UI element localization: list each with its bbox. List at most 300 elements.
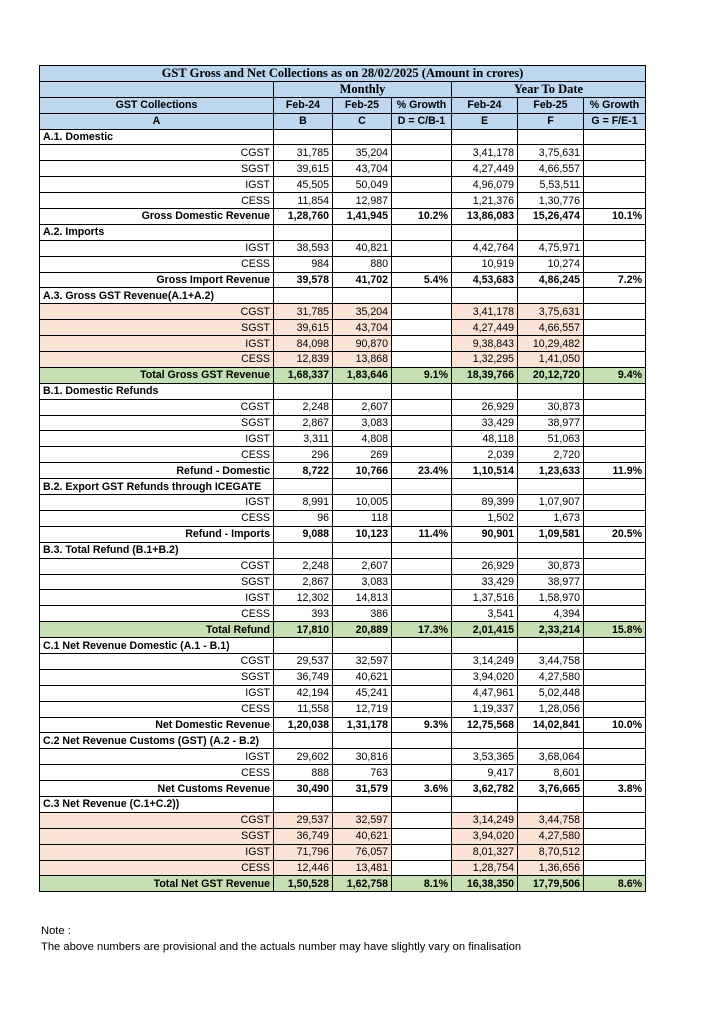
table-row — [40, 606, 646, 622]
section-header-empty-cell — [274, 733, 333, 749]
value-cell: 14,813 — [333, 590, 392, 606]
section-header-empty-cell — [274, 479, 333, 495]
value-cell: 296 — [274, 447, 333, 463]
section-header-empty-cell — [392, 796, 452, 812]
growth-cell — [584, 336, 646, 352]
col-letter-b: B — [274, 113, 333, 129]
row-label: SGST — [40, 161, 274, 177]
total-row — [40, 209, 646, 225]
value-cell: 1,20,038 — [274, 717, 333, 733]
table-row — [40, 558, 646, 574]
table-row — [40, 574, 646, 590]
section-header-empty-cell — [518, 479, 584, 495]
growth-cell — [392, 304, 452, 320]
growth-cell — [584, 812, 646, 828]
value-cell: 35,204 — [333, 304, 392, 320]
section-header-empty-cell — [584, 383, 646, 399]
row-label: SGST — [40, 574, 274, 590]
value-cell: 33,429 — [452, 415, 518, 431]
table-row — [40, 685, 646, 701]
col-header-monthly-feb24: Feb-24 — [274, 97, 333, 113]
value-cell: 4,47,961 — [452, 685, 518, 701]
row-label: CESS — [40, 193, 274, 209]
value-cell: 42,194 — [274, 685, 333, 701]
value-cell: 4,42,764 — [452, 240, 518, 256]
value-cell: 5,53,511 — [518, 177, 584, 193]
section-header-empty-cell — [274, 383, 333, 399]
value-cell: 90,870 — [333, 336, 392, 352]
row-label: CESS — [40, 606, 274, 622]
value-cell: 1,28,754 — [452, 860, 518, 876]
value-cell: 39,615 — [274, 161, 333, 177]
value-cell: 29,537 — [274, 653, 333, 669]
section-header-empty-cell — [333, 383, 392, 399]
value-cell: 89,399 — [452, 495, 518, 511]
table-row — [40, 590, 646, 606]
value-cell: 10,005 — [333, 495, 392, 511]
value-cell: 26,929 — [452, 399, 518, 415]
section-title: C.2 Net Revenue Customs (GST) (A.2 - B.2) — [40, 733, 274, 749]
value-cell: 4,75,971 — [518, 240, 584, 256]
total-row — [40, 463, 646, 479]
col-letter-g: G = F/E-1 — [584, 113, 646, 129]
growth-cell — [392, 352, 452, 368]
growth-cell — [392, 653, 452, 669]
row-label: CESS — [40, 860, 274, 876]
growth-cell: 8.1% — [392, 876, 452, 892]
growth-cell: 7.2% — [584, 272, 646, 288]
value-cell: 3,68,064 — [518, 749, 584, 765]
section-header-empty-cell — [584, 638, 646, 654]
value-cell: 30,873 — [518, 399, 584, 415]
value-cell: 1,21,376 — [452, 193, 518, 209]
value-cell: 2,01,415 — [452, 622, 518, 638]
section-header-empty-cell — [333, 796, 392, 812]
row-label: Net Customs Revenue — [40, 781, 274, 797]
value-cell: 4,27,580 — [518, 669, 584, 685]
section-header-empty-cell — [518, 638, 584, 654]
section-header-empty-cell — [333, 638, 392, 654]
section-title: C.1 Net Revenue Domestic (A.1 - B.1) — [40, 638, 274, 654]
section-header-row — [40, 638, 646, 654]
table-row — [40, 701, 646, 717]
section-header-empty-cell — [518, 129, 584, 145]
growth-cell: 8.6% — [584, 876, 646, 892]
value-cell: 386 — [333, 606, 392, 622]
growth-cell — [584, 749, 646, 765]
collections-header: GST Collections — [40, 97, 274, 113]
value-cell: 3,62,782 — [452, 781, 518, 797]
row-label: IGST — [40, 177, 274, 193]
row-label: Refund - Domestic — [40, 463, 274, 479]
row-label: Gross Import Revenue — [40, 272, 274, 288]
section-header-empty-cell — [333, 733, 392, 749]
value-cell: 51,063 — [518, 431, 584, 447]
value-cell: 3,083 — [333, 415, 392, 431]
value-cell: 38,593 — [274, 240, 333, 256]
section-header-empty-cell — [392, 638, 452, 654]
col-letter-c: C — [333, 113, 392, 129]
growth-cell: 5.4% — [392, 272, 452, 288]
value-cell: 13,86,083 — [452, 209, 518, 225]
row-label: CESS — [40, 447, 274, 463]
value-cell: 40,621 — [333, 669, 392, 685]
growth-cell — [392, 574, 452, 590]
growth-cell — [584, 495, 646, 511]
value-cell: 29,537 — [274, 812, 333, 828]
section-header-row — [40, 129, 646, 145]
growth-cell — [392, 812, 452, 828]
value-cell: 2,607 — [333, 399, 392, 415]
row-label: CESS — [40, 701, 274, 717]
value-cell: 4,96,079 — [452, 177, 518, 193]
value-cell: 2,33,214 — [518, 622, 584, 638]
value-cell: 1,50,528 — [274, 876, 333, 892]
section-title: B.2. Export GST Refunds through ICEGATE — [40, 479, 274, 495]
value-cell: 8,722 — [274, 463, 333, 479]
growth-cell — [392, 256, 452, 272]
value-cell: 269 — [333, 447, 392, 463]
value-cell: 1,09,581 — [518, 526, 584, 542]
table-row — [40, 352, 646, 368]
section-header-empty-cell — [518, 796, 584, 812]
growth-cell — [584, 177, 646, 193]
row-label: CGST — [40, 558, 274, 574]
value-cell: 1,673 — [518, 510, 584, 526]
value-cell: 14,02,841 — [518, 717, 584, 733]
value-cell: 4,27,449 — [452, 320, 518, 336]
row-label: CGST — [40, 304, 274, 320]
growth-cell — [392, 145, 452, 161]
section-header-empty-cell — [274, 129, 333, 145]
growth-cell — [392, 701, 452, 717]
growth-cell: 10.1% — [584, 209, 646, 225]
row-label: CESS — [40, 352, 274, 368]
section-header-empty-cell — [584, 129, 646, 145]
value-cell: 1,28,760 — [274, 209, 333, 225]
value-cell: 20,12,720 — [518, 367, 584, 383]
value-cell: 38,977 — [518, 415, 584, 431]
section-header-row — [40, 288, 646, 304]
value-cell: 10,274 — [518, 256, 584, 272]
section-header-row — [40, 542, 646, 558]
value-cell: 43,704 — [333, 320, 392, 336]
growth-cell — [392, 447, 452, 463]
growth-cell — [392, 415, 452, 431]
value-cell: 39,615 — [274, 320, 333, 336]
growth-cell — [584, 685, 646, 701]
growth-cell: 17.3% — [392, 622, 452, 638]
growth-cell: 9.4% — [584, 367, 646, 383]
value-cell: 1,62,758 — [333, 876, 392, 892]
title-row — [40, 66, 646, 82]
growth-cell: 9.1% — [392, 367, 452, 383]
row-label: IGST — [40, 431, 274, 447]
table-row — [40, 844, 646, 860]
ytd-header: Year To Date — [452, 81, 646, 97]
value-cell: 38,977 — [518, 574, 584, 590]
value-cell: 393 — [274, 606, 333, 622]
value-cell: 2,607 — [333, 558, 392, 574]
value-cell: 1,23,633 — [518, 463, 584, 479]
value-cell: 9,38,843 — [452, 336, 518, 352]
value-cell: 3,14,249 — [452, 653, 518, 669]
value-cell: 40,821 — [333, 240, 392, 256]
value-cell: 35,204 — [333, 145, 392, 161]
value-cell: 40,621 — [333, 828, 392, 844]
value-cell: 3,541 — [452, 606, 518, 622]
row-label: CGST — [40, 145, 274, 161]
value-cell: 4,66,557 — [518, 161, 584, 177]
column-header-row — [40, 97, 646, 113]
section-header-empty-cell — [333, 479, 392, 495]
growth-cell: 3.6% — [392, 781, 452, 797]
value-cell: 1,37,516 — [452, 590, 518, 606]
value-cell: 31,579 — [333, 781, 392, 797]
value-cell: 41,702 — [333, 272, 392, 288]
growth-cell — [392, 510, 452, 526]
row-label: IGST — [40, 336, 274, 352]
section-header-empty-cell — [333, 288, 392, 304]
growth-cell — [584, 590, 646, 606]
col-header-ytd-feb24: Feb-24 — [452, 97, 518, 113]
growth-cell — [392, 828, 452, 844]
value-cell: 3,44,758 — [518, 812, 584, 828]
value-cell: 84,098 — [274, 336, 333, 352]
col-header-ytd-feb25: Feb-25 — [518, 97, 584, 113]
value-cell: 2,248 — [274, 399, 333, 415]
section-header-empty-cell — [452, 288, 518, 304]
value-cell: 3,75,631 — [518, 304, 584, 320]
value-cell: 8,991 — [274, 495, 333, 511]
value-cell: 50,049 — [333, 177, 392, 193]
table-row — [40, 510, 646, 526]
growth-cell — [392, 399, 452, 415]
table-row — [40, 828, 646, 844]
section-header-empty-cell — [584, 542, 646, 558]
row-label: IGST — [40, 685, 274, 701]
value-cell: 45,505 — [274, 177, 333, 193]
growth-cell — [584, 701, 646, 717]
col-letter-a: A — [40, 113, 274, 129]
value-cell: 8,70,512 — [518, 844, 584, 860]
growth-cell — [392, 431, 452, 447]
value-cell: 12,719 — [333, 701, 392, 717]
value-cell: 888 — [274, 765, 333, 781]
growth-cell — [392, 749, 452, 765]
row-label: CESS — [40, 765, 274, 781]
table-row — [40, 177, 646, 193]
growth-cell — [392, 336, 452, 352]
total-row — [40, 717, 646, 733]
growth-cell — [392, 495, 452, 511]
total-row — [40, 622, 646, 638]
section-header-empty-cell — [584, 796, 646, 812]
value-cell: 12,839 — [274, 352, 333, 368]
growth-cell: 23.4% — [392, 463, 452, 479]
row-label: CGST — [40, 653, 274, 669]
value-cell: 10,919 — [452, 256, 518, 272]
value-cell: 30,816 — [333, 749, 392, 765]
value-cell: 3,41,178 — [452, 145, 518, 161]
value-cell: 2,867 — [274, 574, 333, 590]
value-cell: 45,241 — [333, 685, 392, 701]
value-cell: 880 — [333, 256, 392, 272]
section-header-empty-cell — [584, 224, 646, 240]
value-cell: 1,36,656 — [518, 860, 584, 876]
total-row — [40, 367, 646, 383]
row-label: Total Net GST Revenue — [40, 876, 274, 892]
growth-cell — [584, 161, 646, 177]
value-cell: 3,41,178 — [452, 304, 518, 320]
growth-cell — [584, 256, 646, 272]
table-row — [40, 495, 646, 511]
section-header-empty-cell — [274, 224, 333, 240]
growth-cell — [392, 240, 452, 256]
section-header-empty-cell — [452, 383, 518, 399]
section-header-empty-cell — [584, 479, 646, 495]
growth-cell: 11.4% — [392, 526, 452, 542]
value-cell: 1,19,337 — [452, 701, 518, 717]
value-cell: 763 — [333, 765, 392, 781]
growth-cell: 10.0% — [584, 717, 646, 733]
value-cell: 11,854 — [274, 193, 333, 209]
value-cell: 2,248 — [274, 558, 333, 574]
section-header-empty-cell — [392, 224, 452, 240]
value-cell: 3,14,249 — [452, 812, 518, 828]
total-row — [40, 876, 646, 892]
value-cell: 13,868 — [333, 352, 392, 368]
growth-cell — [392, 669, 452, 685]
value-cell: 1,31,178 — [333, 717, 392, 733]
row-label: SGST — [40, 320, 274, 336]
growth-cell: 20.5% — [584, 526, 646, 542]
section-header-empty-cell — [518, 542, 584, 558]
growth-cell — [584, 510, 646, 526]
col-header-ytd-growth: % Growth — [584, 97, 646, 113]
value-cell: 3,75,631 — [518, 145, 584, 161]
note-text: The above numbers are provisional and the actuals number may have slightly vary on finalisation — [41, 941, 522, 953]
section-header-empty-cell — [392, 733, 452, 749]
value-cell: 9,417 — [452, 765, 518, 781]
value-cell: 3,311 — [274, 431, 333, 447]
section-header-empty-cell — [452, 796, 518, 812]
value-cell: 4,53,683 — [452, 272, 518, 288]
growth-cell — [392, 558, 452, 574]
growth-cell — [392, 844, 452, 860]
value-cell: 18,39,766 — [452, 367, 518, 383]
value-cell: 1,41,945 — [333, 209, 392, 225]
value-cell: 1,30,776 — [518, 193, 584, 209]
value-cell: 4,27,449 — [452, 161, 518, 177]
section-header-empty-cell — [584, 288, 646, 304]
value-cell: 1,83,646 — [333, 367, 392, 383]
value-cell: 43,704 — [333, 161, 392, 177]
value-cell: 3,53,365 — [452, 749, 518, 765]
section-title: C.3 Net Revenue (C.1+C.2)) — [40, 796, 274, 812]
row-label: SGST — [40, 415, 274, 431]
gst-collections-table — [39, 65, 646, 892]
value-cell: 3,94,020 — [452, 669, 518, 685]
growth-cell — [584, 558, 646, 574]
section-header-empty-cell — [452, 224, 518, 240]
value-cell: 10,123 — [333, 526, 392, 542]
row-label: IGST — [40, 590, 274, 606]
note-block — [41, 923, 521, 955]
value-cell: 1,32,295 — [452, 352, 518, 368]
section-header-empty-cell — [452, 733, 518, 749]
growth-cell — [392, 161, 452, 177]
growth-cell — [392, 860, 452, 876]
value-cell: 984 — [274, 256, 333, 272]
table-row — [40, 749, 646, 765]
row-label: Net Domestic Revenue — [40, 717, 274, 733]
row-label: CGST — [40, 812, 274, 828]
table-row — [40, 415, 646, 431]
value-cell: 30,873 — [518, 558, 584, 574]
value-cell: 2,720 — [518, 447, 584, 463]
value-cell: 4,394 — [518, 606, 584, 622]
value-cell: 29,602 — [274, 749, 333, 765]
value-cell: 32,597 — [333, 812, 392, 828]
section-header-empty-cell — [274, 796, 333, 812]
section-header-row — [40, 733, 646, 749]
total-row — [40, 526, 646, 542]
row-label: CESS — [40, 510, 274, 526]
value-cell: 118 — [333, 510, 392, 526]
value-cell: 1,68,337 — [274, 367, 333, 383]
value-cell: 31,785 — [274, 304, 333, 320]
growth-cell — [584, 447, 646, 463]
value-cell: 36,749 — [274, 828, 333, 844]
monthly-header: Monthly — [274, 81, 452, 97]
section-header-empty-cell — [392, 288, 452, 304]
value-cell: 26,929 — [452, 558, 518, 574]
section-header-empty-cell — [274, 288, 333, 304]
value-cell: 10,766 — [333, 463, 392, 479]
value-cell: 71,796 — [274, 844, 333, 860]
value-cell: 10,29,482 — [518, 336, 584, 352]
section-header-empty-cell — [452, 129, 518, 145]
value-cell: 1,10,514 — [452, 463, 518, 479]
section-header-row — [40, 383, 646, 399]
row-label: CESS — [40, 256, 274, 272]
growth-cell: 3.8% — [584, 781, 646, 797]
section-header-empty-cell — [274, 542, 333, 558]
row-label: SGST — [40, 828, 274, 844]
growth-cell — [392, 590, 452, 606]
section-header-row — [40, 224, 646, 240]
growth-cell — [392, 685, 452, 701]
table-row — [40, 320, 646, 336]
value-cell: 13,481 — [333, 860, 392, 876]
section-header-empty-cell — [452, 542, 518, 558]
section-header-empty-cell — [392, 542, 452, 558]
value-cell: 48,118 — [452, 431, 518, 447]
table-title: GST Gross and Net Collections as on 28/02/2025 (Amount in crores) — [40, 66, 646, 82]
section-header-empty-cell — [452, 638, 518, 654]
row-label: Total Gross GST Revenue — [40, 367, 274, 383]
growth-cell — [584, 145, 646, 161]
growth-cell: 15.8% — [584, 622, 646, 638]
value-cell: 1,07,907 — [518, 495, 584, 511]
growth-cell — [584, 431, 646, 447]
table-row — [40, 669, 646, 685]
value-cell: 3,44,758 — [518, 653, 584, 669]
growth-cell — [584, 574, 646, 590]
section-header-row — [40, 796, 646, 812]
section-header-empty-cell — [584, 733, 646, 749]
